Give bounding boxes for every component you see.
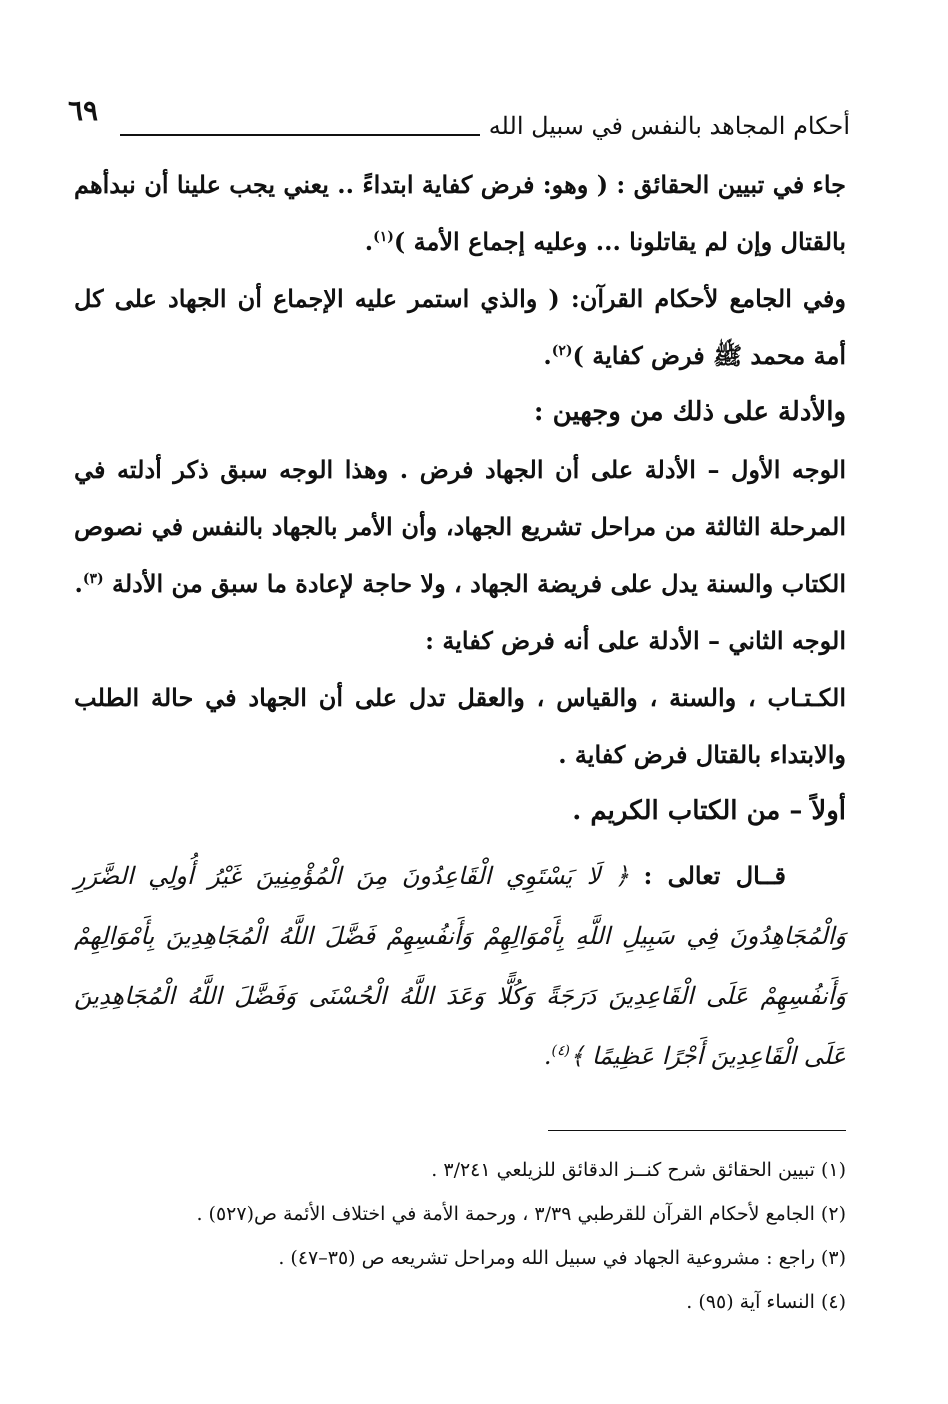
footnote-ref-3: (٣) [82, 571, 104, 587]
footnote-ref-1: (١) [373, 229, 394, 245]
footnote-3: (٣) راجع : مشروعية الجهاد في سبيل الله ومراحل تشريعه ص (٣٥–٤٧) . [278, 1247, 846, 1269]
paragraph-second-aspect: الوجه الثاني – الأدلة على أنه فرض كفاية : [425, 626, 846, 655]
footnote-ref-4: (٤) [551, 1043, 570, 1059]
page-header [60, 92, 850, 152]
paragraph-sources: الكـتـاب ، والسنة ، والقياس ، والعقل تدل على أن الجهاد في حالة الطلب والابتداء بالقتال فرض كفاية . [74, 683, 846, 769]
paragraph-1-text: جاء في تبيين الحقائق : ( وهو: فرض كفاية ابتداءً .. يعني يجب علينا أن نبدأهم بالقتال وإن لم يقاتلونا ... وعليه إجماع الأمة ) [74, 170, 846, 256]
quran-verse: ﴿ لَا يَسْتَوِي الْقَاعِدُونَ مِنَ الْمُؤْمِنِينَ غَيْرُ أُولِي الضَّرَرِ وَالْمُجَاهِدُونَ فِي سَبِيلِ اللَّهِ بِأَمْوَالِهِمْ وَأَنفُسِهِمْ فَضَّلَ اللَّهُ الْمُجَاهِدِينَ بِأَمْوَالِهِمْ وَأَنفُسِهِمْ عَلَى الْقَاعِدِينَ دَرَجَةً وَكُلًّا وَعَدَ اللَّهُ الْحُسْنَى وَفَضَّلَ اللَّهُ الْمُجَاهِدِينَ عَلَى الْقَاعِدِينَ أَجْرًا عَظِيمًا ﴾ [74, 862, 846, 1070]
verse-intro: قــال تعالى : [643, 861, 786, 890]
footnote-4: (٤) النساء آية (٩٥) . [686, 1291, 846, 1313]
footnotes [74, 1148, 846, 1324]
paragraph-2: وفي الجامع لأحكام القرآن: ( والذي استمر عليه الإجماع أن الجهاد على كل أمة محمد ﷺ فرض كفاية )$^{(٢)}$. [74, 284, 846, 370]
main-text [74, 156, 846, 1086]
section-heading-quran: أولاً – من الكتاب الكريم . [572, 796, 846, 826]
footnote-1: (١) تبيين الحقائق شرح كنــز الدقائق للزيلعي ٣/٢٤١ . [431, 1159, 846, 1181]
page-number: ٦٩ [68, 94, 99, 127]
footnote-ref-2: (٢) [551, 343, 573, 359]
footnote-separator [548, 1130, 846, 1131]
quran-verse-block: قــال تعالى : ﴿ لَا يَسْتَوِي الْقَاعِدُونَ مِنَ الْمُؤْمِنِينَ غَيْرُ أُولِي الضَّرَرِ وَالْمُجَاهِدُونَ فِي سَبِيلِ اللَّهِ بِأَمْوَالِهِمْ وَأَنفُسِهِمْ فَضَّلَ اللَّهُ الْمُجَاهِدِينَ بِأَمْوَالِهِمْ وَأَنفُسِهِمْ عَلَى الْقَاعِدِينَ دَرَجَةً وَكُلًّا وَعَدَ اللَّهُ الْحُسْنَى وَفَضَّلَ اللَّهُ الْمُجَاهِدِينَ عَلَى الْقَاعِدِينَ أَجْرًا عَظِيمًا ﴾$^{(٤)}$. [74, 861, 846, 1070]
paragraph-2-text: وفي الجامع لأحكام القرآن: ( والذي استمر عليه الإجماع أن الجهاد على كل أمة محمد ﷺ فرض كفاية ) [74, 284, 846, 370]
paragraph-first-aspect-text: الوجه الأول – الأدلة على أن الجهاد فرض . وهذا الوجه سبق ذكر أدلته في المرحلة الثالثة من مراحل تشريع الجهاد، وأن الأمر بالجهاد بالنفس في نصوص الكتاب والسنة يدل على فريضة الجهاد ، ولا حاجة لإعادة ما سبق من الأدلة [74, 455, 846, 598]
header-rule [120, 134, 480, 136]
running-title: أحكام المجاهد بالنفس في سبيل الله [488, 112, 850, 140]
footnote-2: (٢) الجامع لأحكام القرآن للقرطبي ٣/٣٩ ، ورحمة الأمة في اختلاف الأئمة ص(٥٢٧) . [196, 1203, 846, 1225]
section-heading-evidence: والأدلة على ذلك من وجهين : [533, 397, 846, 427]
paragraph-1: جاء في تبيين الحقائق : ( وهو: فرض كفاية ابتداءً .. يعني يجب علينا أن نبدأهم بالقتال وإن لم يقاتلونا ... وعليه إجماع الأمة )$^{(١)}$. [74, 170, 846, 256]
paragraph-first-aspect: الوجه الأول – الأدلة على أن الجهاد فرض . وهذا الوجه سبق ذكر أدلته في المرحلة الثالثة من مراحل تشريع الجهاد، وأن الأمر بالجهاد بالنفس في نصوص الكتاب والسنة يدل على فريضة الجهاد ، ولا حاجة لإعادة ما سبق من الأدلة $^{(٣)}$. [74, 455, 846, 598]
